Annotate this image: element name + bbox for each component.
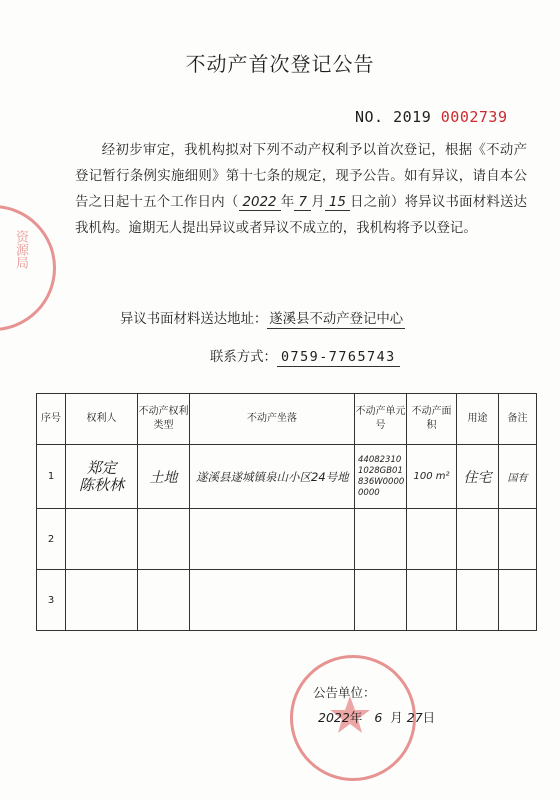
cell-no: 3 (37, 570, 66, 631)
cell-use (457, 570, 499, 631)
serial-number (355, 108, 508, 126)
cell-no: 2 (37, 509, 66, 570)
cell-area: 100 m² (407, 445, 457, 509)
address-value: 遂溪县不动产登记中心 (267, 308, 405, 329)
cell-unit-no: 440823101028GB01836W00000000 (355, 445, 407, 509)
contact-label: 联系方式： (210, 350, 277, 365)
para-text-4: 日之前）将异议书面材料送达我机构。逾期无人提出异议或者异议不成立的，我机构将予以登记。 (75, 195, 527, 236)
col-header-location: 不动产坐落 (190, 394, 355, 445)
cell-no: 1 (37, 445, 66, 509)
objection-address (120, 308, 405, 329)
cell-owner (66, 445, 138, 509)
announcement-paragraph (75, 138, 527, 242)
registration-table (36, 393, 537, 631)
deadline-month: 7 (294, 195, 311, 211)
serial-digits: 0002739 (440, 108, 508, 126)
date-year-label: 年 (349, 710, 363, 725)
address-label: 异议书面材料送达地址： (120, 312, 268, 327)
cell-location (190, 509, 355, 570)
table-row (37, 570, 537, 631)
cell-owner (66, 570, 138, 631)
date-year: 2022 (318, 710, 350, 725)
announcement-date (318, 708, 435, 726)
cell-area (407, 570, 457, 631)
cell-use (457, 509, 499, 570)
cell-owner (66, 509, 138, 570)
contact-info (210, 346, 400, 367)
para-text-1: 经初步审定，我机构拟对下列不动产权利予以首次登记，根据《不动产登记暂行条例实施细则》第十七条的规定，现予公告。如有异议，请自本公告之日起十五个工作日内（ (75, 143, 527, 210)
col-header-use: 用途 (457, 394, 499, 445)
para-year-label: 年 (280, 195, 295, 210)
date-day-label: 日 (422, 710, 436, 725)
owner-line-2: 陈秋林 (78, 475, 124, 494)
para-month-label: 月 (310, 195, 325, 210)
col-header-area: 不动产面 积 (407, 394, 457, 445)
cell-right-type (138, 570, 190, 631)
col-header-note: 备注 (499, 394, 537, 445)
cell-right-type: 土地 (138, 445, 190, 509)
cell-unit-no (355, 509, 407, 570)
cell-unit-no (355, 570, 407, 631)
col-header-no: 序号 (37, 394, 66, 445)
cell-note (499, 509, 537, 570)
col-header-owner: 权利人 (66, 394, 138, 445)
owner-line-1: 郑定 (86, 458, 117, 477)
cell-right-type (138, 509, 190, 570)
deadline-year: 2022 (239, 195, 281, 211)
cell-location (190, 570, 355, 631)
date-month: 6 (374, 710, 383, 725)
col-header-unit-no: 不动产单元号 (355, 394, 407, 445)
cell-area (407, 509, 457, 570)
date-day: 27 (406, 710, 423, 725)
table-row (37, 509, 537, 570)
cell-note: 国有 (499, 445, 537, 509)
signature-label: 公告单位： (313, 685, 376, 700)
deadline-day: 15 (325, 195, 350, 211)
date-month-label: 月 (390, 710, 403, 725)
table-header-row (37, 394, 537, 445)
page-title: 不动产首次登记公告 (185, 52, 375, 76)
table-row (37, 445, 537, 509)
contact-value: 0759-7765743 (277, 350, 400, 367)
col-header-right-type: 不动产权利类型 (138, 394, 190, 445)
cell-note (499, 570, 537, 631)
serial-prefix: NO. 2019 (355, 108, 432, 126)
cell-use: 住宅 (457, 445, 499, 509)
cell-location: 遂溪县遂城镇泉山小区24号地 (190, 445, 355, 509)
seal-stamp-left: 资源局 (0, 205, 56, 331)
